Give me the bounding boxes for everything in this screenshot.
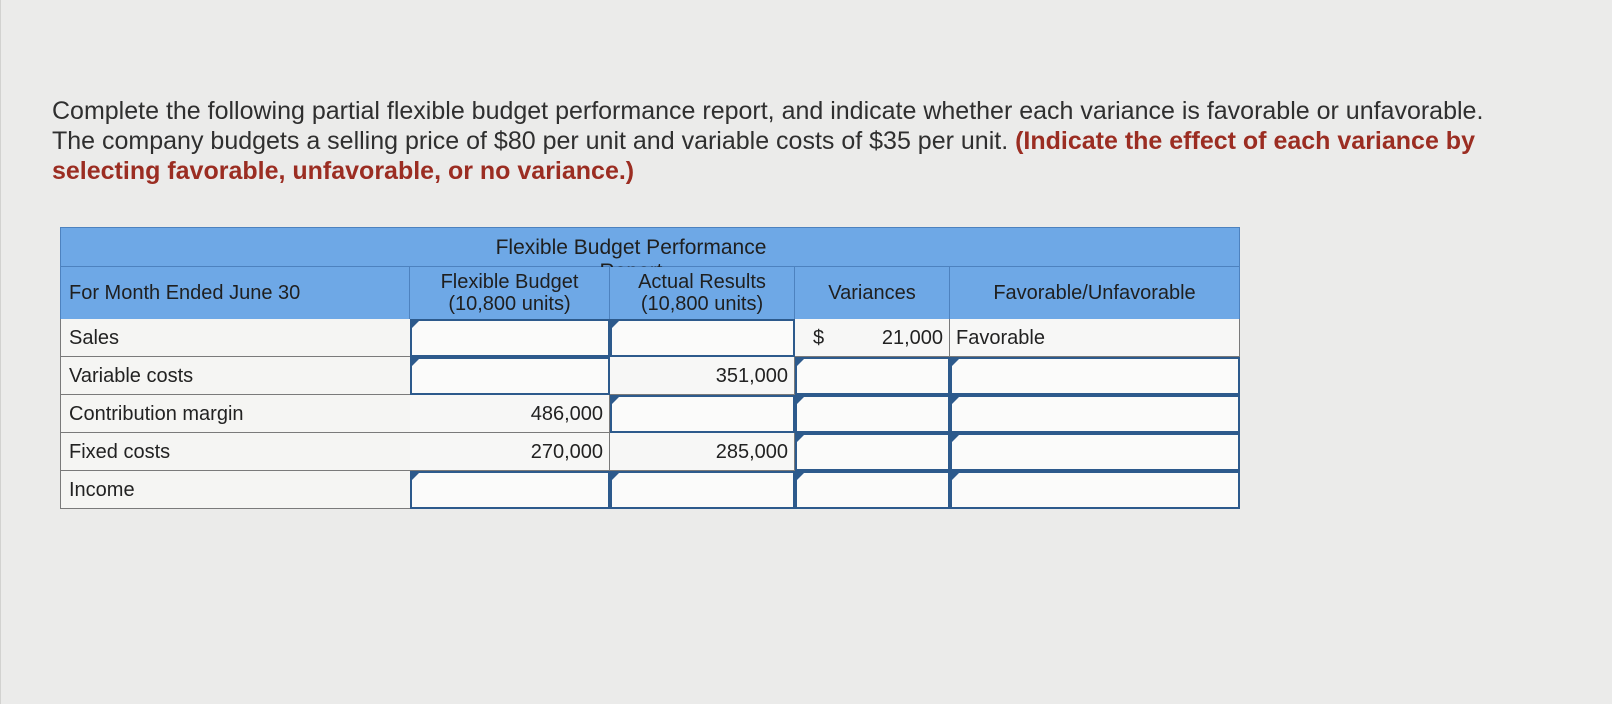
row-sales <box>60 319 1240 357</box>
row-label-variable-costs: Variable costs <box>60 357 410 395</box>
instructions-emphasis: (Indicate the effect of each variance by selecting favorable, unfavorable, or no variance.) <box>52 127 1475 185</box>
instructions-main: Complete the following partial flexible budget performance report, and indicate whether each variance is favorable or unfavorable. The company budgets a selling price of $80 per unit and variable costs of $35 per unit. <box>52 97 1484 155</box>
income-variance-input[interactable] <box>795 471 950 509</box>
fixed-costs-actual: 285,000 <box>610 433 795 471</box>
contribution-margin-effect-select[interactable] <box>950 395 1240 433</box>
variable-costs-flexible-input[interactable] <box>410 357 610 395</box>
variable-costs-effect-select[interactable] <box>950 357 1240 395</box>
row-contribution-margin <box>60 395 1240 433</box>
sales-variance <box>795 319 950 357</box>
header-variances: Variances <box>795 267 950 319</box>
row-label-fixed-costs: Fixed costs <box>60 433 410 471</box>
row-variable-costs <box>60 357 1240 395</box>
row-fixed-costs <box>60 433 1240 471</box>
contribution-margin-actual-input[interactable] <box>610 395 795 433</box>
contribution-margin-variance-input[interactable] <box>795 395 950 433</box>
fixed-costs-variance-input[interactable] <box>795 433 950 471</box>
income-actual-input[interactable] <box>610 471 795 509</box>
row-label-sales: Sales <box>60 319 410 357</box>
dollar-sign: $ <box>813 327 825 349</box>
variable-costs-variance-input[interactable] <box>795 357 950 395</box>
instructions-text <box>52 96 1532 186</box>
left-edge-divider <box>0 0 1 704</box>
report-title-bar <box>60 227 1240 267</box>
header-flexible-budget: Flexible Budget (10,800 units) <box>410 267 610 319</box>
row-income <box>60 471 1240 509</box>
fixed-costs-flexible: 270,000 <box>410 433 610 471</box>
contribution-margin-flexible: 486,000 <box>410 395 610 433</box>
row-label-income: Income <box>60 471 410 509</box>
sales-variance-value: 21,000 <box>881 327 943 349</box>
income-flexible-input[interactable] <box>410 471 610 509</box>
sales-actual-input[interactable] <box>610 319 795 357</box>
header-favorable-unfavorable: Favorable/Unfavorable <box>950 267 1240 319</box>
flexible-budget-report <box>60 227 1240 530</box>
row-label-contribution-margin: Contribution margin <box>60 395 410 433</box>
report-title: Flexible Budget Performance <box>495 236 767 259</box>
fixed-costs-effect-select[interactable] <box>950 433 1240 471</box>
sales-flexible-input[interactable] <box>410 319 610 357</box>
sales-effect-select[interactable]: Favorable <box>950 319 1240 357</box>
header-period: For Month Ended June 30 <box>60 267 410 319</box>
income-effect-select[interactable] <box>950 471 1240 509</box>
variable-costs-actual: 351,000 <box>610 357 795 395</box>
header-actual-results: Actual Results (10,800 units) <box>610 267 795 319</box>
